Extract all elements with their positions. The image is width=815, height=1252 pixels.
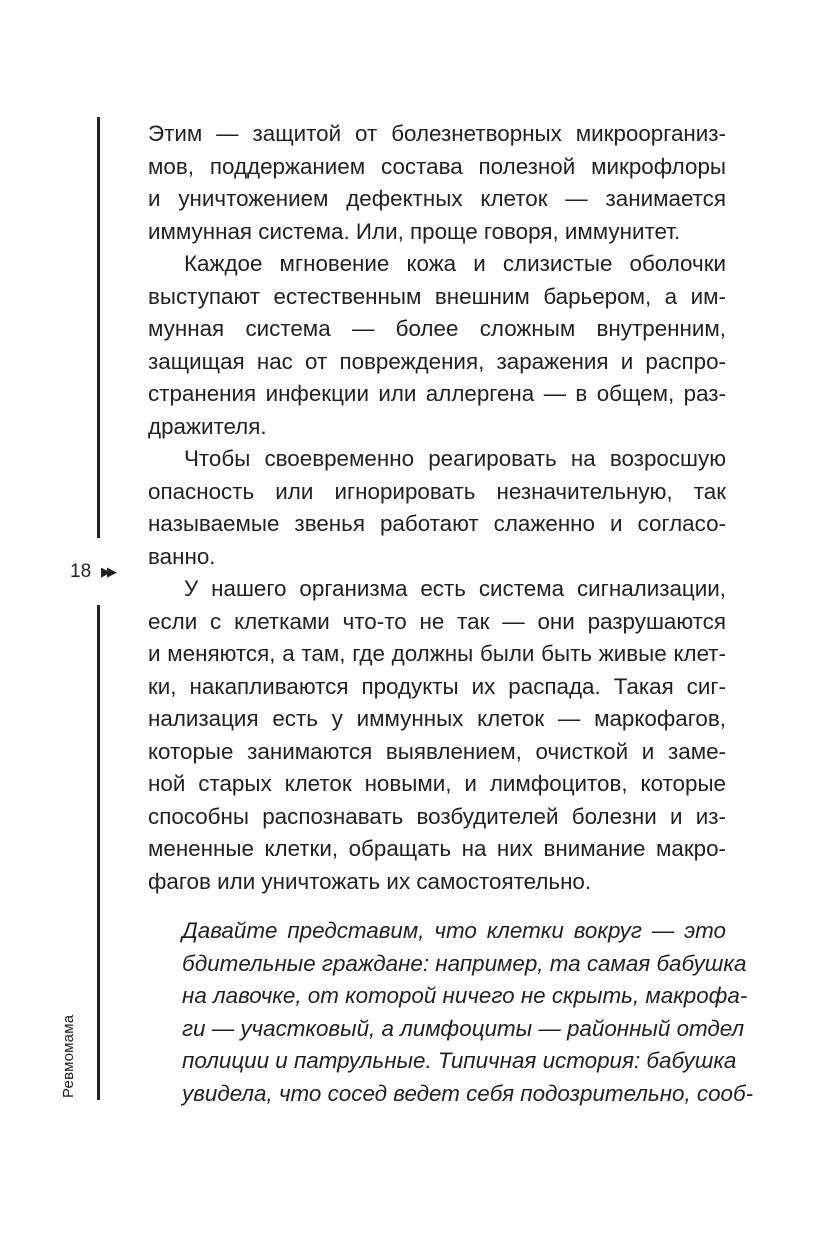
text-line: Этим — защитой от болезнетворных микроорганиз-	[148, 121, 726, 146]
quote-line: Давайте представим, что клетки вокруг — это	[182, 918, 726, 943]
paragraph	[148, 248, 726, 443]
text-line: мененные клетки, обращать на них внимание макро-	[148, 836, 726, 861]
page-number: 18	[70, 561, 92, 582]
text-line: которые занимаются выявлением, очисткой и заме-	[148, 738, 726, 764]
quote-line: бдительные граждане: например, та самая бабушка	[182, 950, 747, 976]
margin-rule-top	[97, 117, 100, 538]
running-title: Ревмомама	[60, 1014, 77, 1098]
paragraph	[148, 443, 726, 573]
paragraph	[148, 118, 726, 248]
text-line: если с клетками что-то не так — они разрушаются	[148, 608, 726, 634]
text-line: и уничтожением дефектных клеток — занимается	[148, 186, 726, 211]
text-line: защищая нас от повреждения, заражения и распро-	[148, 348, 726, 374]
text-line: мунная система — более сложным внутренним,	[148, 316, 726, 341]
body-text	[148, 118, 726, 898]
text-line: Чтобы своевременно реагировать на возросшую	[184, 446, 726, 471]
text-line: опасность или игнорировать незначительную, так	[148, 478, 726, 504]
text-line: У нашего организма есть система сигнализации,	[184, 576, 726, 601]
text-line: способны распознавать возбудителей болезни и из-	[148, 803, 726, 829]
text-line: выступают естественным внешним барьером, а им-	[148, 283, 726, 309]
text-line: нализация есть у иммунных клеток — маркофагов,	[148, 706, 726, 731]
text-line: ванно.	[148, 543, 216, 569]
text-line: странения инфекции или аллергена — в общем, раз-	[148, 381, 726, 406]
margin-rule-bottom	[97, 605, 100, 1100]
text-line: Каждое мгновение кожа и слизистые оболочки	[184, 251, 726, 276]
quote-line: полиции и патрульные. Типичная история: бабушка	[182, 1048, 737, 1073]
text-line: иммунная система. Или, проще говоря, иммунитет.	[148, 218, 681, 244]
paragraph	[148, 573, 726, 898]
text-line: дражителя.	[148, 413, 267, 439]
text-line: ки, накапливаются продукты их распада. Такая сиг-	[148, 673, 726, 699]
text-line: и меняются, а там, где должны были быть живые клет-	[148, 641, 726, 666]
quote-line: ги — участковый, а лимфоциты — районный отдел	[182, 1015, 745, 1041]
text-line: мов, поддержанием состава полезной микрофлоры	[148, 153, 726, 179]
italic-quote	[182, 915, 754, 1110]
quote-line: на лавочке, от которой ничего не скрыть, макрофа-	[182, 983, 748, 1008]
text-line: фагов или уничтожать их самостоятельно.	[148, 868, 592, 894]
text-line: ной старых клеток новыми, и лимфоцитов, которые	[148, 771, 726, 796]
text-line: называемые звенья работают слаженно и согласо-	[148, 511, 726, 536]
quote-line: увидела, что сосед ведет себя подозрительно, сооб-	[182, 1080, 754, 1106]
page-arrows-icon: ▶▶	[101, 564, 113, 579]
